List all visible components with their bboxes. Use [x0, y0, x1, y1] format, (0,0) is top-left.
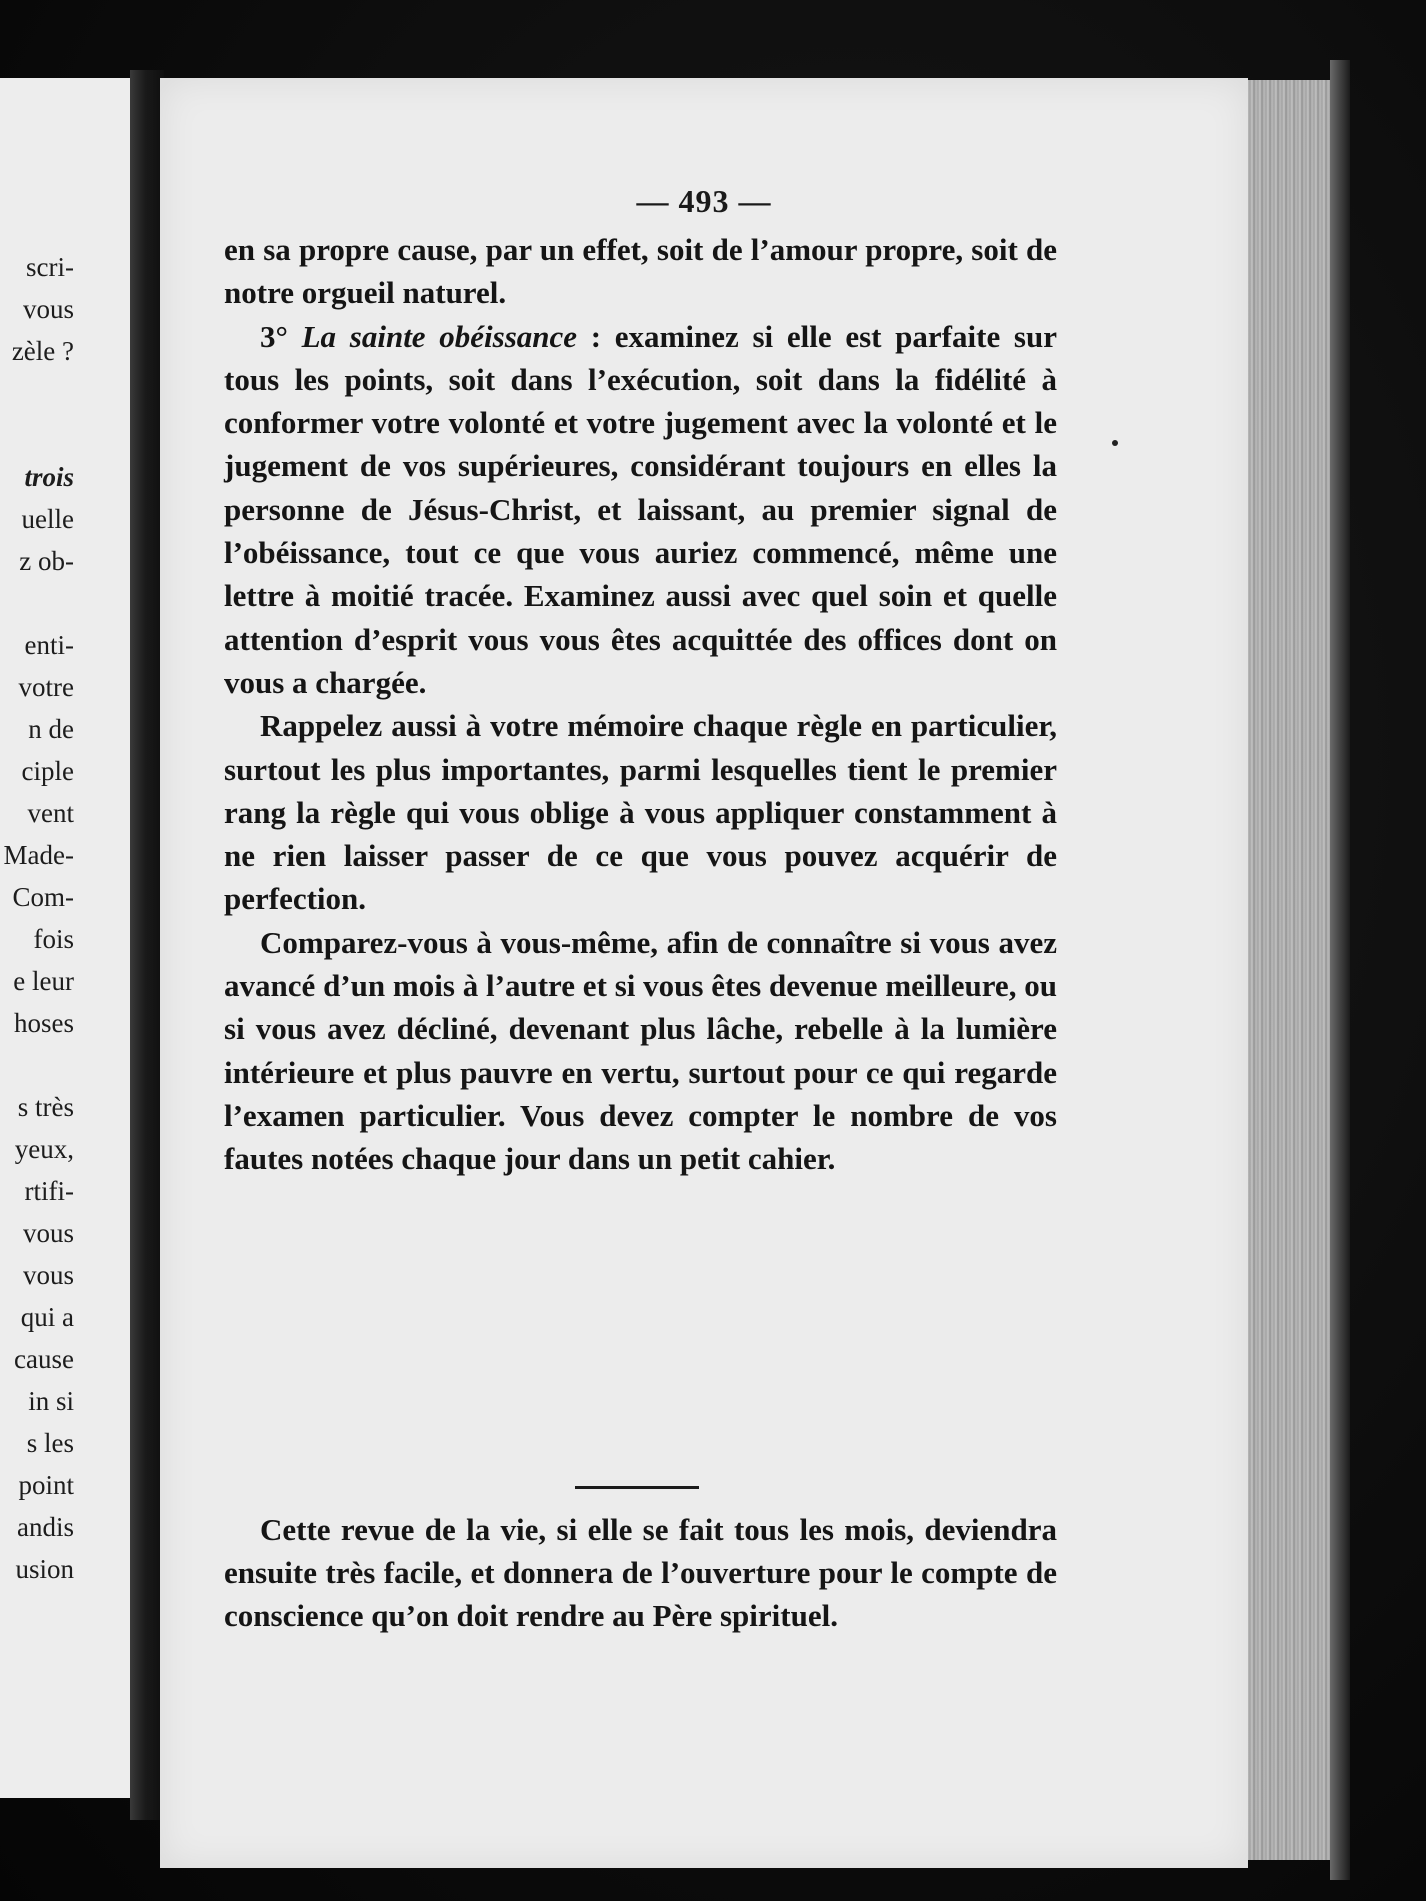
- section-separator: [575, 1486, 699, 1489]
- closing-paragraph: Cette revue de la vie, si elle se fait tous les mois, deviendra ensuite très facile, et donnera de l’ouverture pour le compte de conscience qu’on doit rendre au Père spirituel.: [224, 1512, 1057, 1633]
- page-stack-edge: [1248, 80, 1340, 1860]
- ink-speck: [1112, 440, 1118, 446]
- paragraph-2-italic-heading: La sainte obéissance: [301, 318, 578, 354]
- paragraph-1: [224, 228, 1057, 315]
- left-page-fragment: hoses: [14, 1008, 74, 1038]
- paragraph-2: [224, 315, 1057, 705]
- body-text: [224, 228, 1057, 1181]
- left-page-fragment: Com-: [12, 882, 74, 912]
- left-page-fragment: zèle ?: [11, 336, 74, 366]
- left-page-fragment: qui a: [20, 1302, 74, 1332]
- left-page-fragment: vent: [27, 798, 74, 828]
- paragraph-1-text: en sa propre cause, par un effet, soit de l’amour propre, soit de notre orgueil naturel.: [224, 232, 1057, 311]
- book-page: [160, 78, 1248, 1868]
- left-page-fragment: [0, 372, 74, 414]
- paragraph-2-lead: 3°: [260, 318, 302, 354]
- book-edge-shadow: [1330, 60, 1350, 1880]
- left-page-edge: [0, 78, 132, 1798]
- left-page-fragment: vous: [22, 1260, 74, 1290]
- left-page-fragment: uelle: [21, 504, 74, 534]
- left-page-fragment: [0, 414, 74, 456]
- left-page-fragment: vous: [22, 1218, 74, 1248]
- left-page-fragment: s très: [17, 1092, 74, 1122]
- paragraph-3: [224, 704, 1057, 920]
- left-page-fragment: usion: [15, 1554, 74, 1584]
- left-page-fragment: andis: [17, 1512, 74, 1542]
- left-page-fragment: votre: [18, 672, 74, 702]
- left-page-fragment: z ob-: [19, 546, 74, 576]
- left-page-fragment: enti-: [24, 630, 74, 660]
- left-page-fragment: scri-: [26, 252, 74, 282]
- left-page-fragment: s les: [26, 1428, 74, 1458]
- page-number: — 493 —: [636, 183, 772, 219]
- left-page-fragment: point: [18, 1470, 74, 1500]
- left-page-fragment: Made-: [3, 840, 74, 870]
- left-page-fragment: ciple: [21, 756, 74, 786]
- left-page-fragment: [0, 582, 74, 624]
- left-page-fragment: [0, 1044, 74, 1086]
- paragraph-4-text: Comparez-vous à vous-même, afin de connaître si vous avez avancé d’un mois à l’autre et si vous êtes devenue meilleure, ou si vous avez décliné, devenant plus lâche, rebelle à la lumière intérieure et plus pauvre en vertu, surtout pour ce qui regarde l’examen particulier. Vous devez compter le nombre de vos fautes notées chaque jour dans un petit cahier.: [224, 924, 1057, 1177]
- left-page-text-fragments: [0, 246, 74, 1590]
- paragraph-4: [224, 921, 1057, 1181]
- left-page-fragment: vous: [22, 294, 74, 324]
- left-page-fragment: trois: [24, 462, 74, 492]
- closing-text: [224, 1508, 1057, 1637]
- left-page-fragment: cause: [14, 1344, 74, 1374]
- left-page-fragment: in si: [28, 1386, 74, 1416]
- paragraph-2-text: : examinez si elle est parfaite sur tous les points, soit dans l’exécution, soit dans la fidélité à conformer votre volonté et votre jugement avec la volonté et le jugement de vos supérieures, considérant toujours en elles la personne de Jésus-Christ, et laissant, au premier signal de l’obéissance, tout ce que vous auriez commencé, même une lettre à moitié tracée. Examinez aussi avec quel soin et quelle attention d’esprit vous vous êtes acquittée des offices dont on vous a chargée.: [224, 318, 1057, 700]
- book-gutter: [130, 70, 164, 1820]
- left-page-fragment: e leur: [13, 966, 74, 996]
- paragraph-3-text: Rappelez aussi à votre mémoire chaque règle en particulier, surtout les plus importantes, parmi lesquelles tient le premier rang la règle qui vous oblige à vous appliquer constamment à ne rien laisser passer de ce que vous pouvez acquérir de perfection.: [224, 708, 1057, 917]
- left-page-fragment: rtifi-: [24, 1176, 74, 1206]
- left-page-fragment: fois: [33, 924, 74, 954]
- left-page-fragment: n de: [28, 714, 74, 744]
- left-page-fragment: yeux,: [14, 1134, 74, 1164]
